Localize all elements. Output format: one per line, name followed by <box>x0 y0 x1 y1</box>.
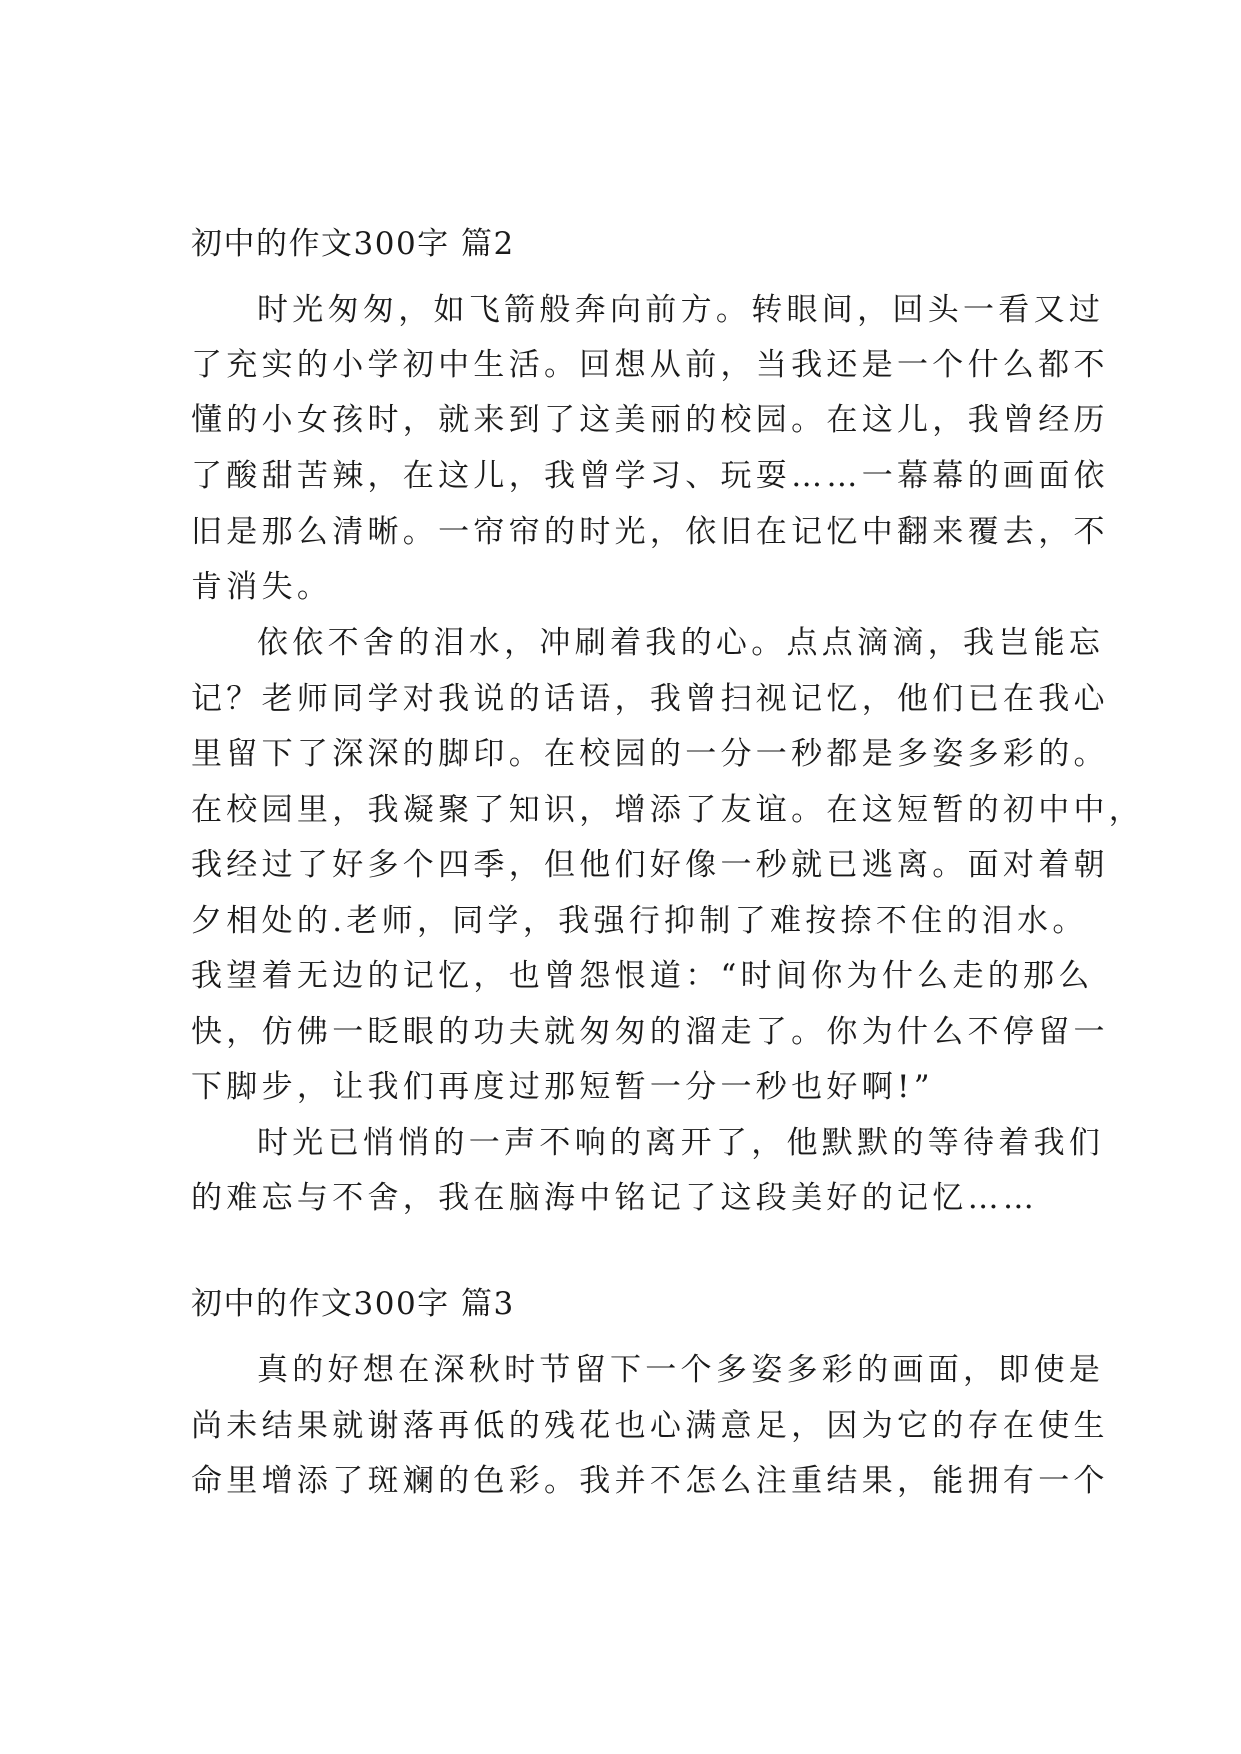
paragraph-line: 尚未结果就谢落再低的残花也心满意足，因为它的存在使生 <box>191 1408 1109 1444</box>
paragraph-line: 下脚步，让我们再度过那短暂一分一秒也好啊!” <box>191 1069 934 1105</box>
paragraph-line: 真的好想在深秋时节留下一个多姿多彩的画面，即使是 <box>257 1352 1105 1388</box>
paragraph-line: 旧是那么清晰。一帘帘的时光，依旧在记忆中翻来覆去，不 <box>191 514 1109 550</box>
paragraph-line: 懂的小女孩时，就来到了这美丽的校园。在这儿，我曾经历 <box>191 402 1109 438</box>
paragraph-line: 的难忘与不舍，我在脑海中铭记了这段美好的记忆…… <box>191 1180 1039 1216</box>
paragraph-line: 时光匆匆，如飞箭般奔向前方。转眼间，回头一看又过 <box>257 292 1105 328</box>
paragraph-line: 依依不舍的泪水，冲刷着我的心。点点滴滴，我岂能忘 <box>257 625 1105 661</box>
section-heading: 初中的作文300字 篇3 <box>191 1286 515 1322</box>
paragraph-line: 肯消失。 <box>191 569 333 605</box>
paragraph-line: 快，仿佛一眨眼的功夫就匆匆的溜走了。你为什么不停留一 <box>191 1014 1109 1050</box>
paragraph-line: 了充实的小学初中生活。回想从前，当我还是一个什么都不 <box>191 347 1109 383</box>
paragraph-line: 里留下了深深的脚印。在校园的一分一秒都是多姿多彩的。 <box>191 736 1109 772</box>
paragraph-line: 在校园里，我凝聚了知识，增添了友谊。在这短暂的初中中， <box>191 792 1145 828</box>
section-heading: 初中的作文300字 篇2 <box>191 226 515 262</box>
paragraph-line: 我望着无边的记忆，也曾怨恨道：“时间你为什么走的那么 <box>191 958 1094 994</box>
paragraph-line: 命里增添了斑斓的色彩。我并不怎么注重结果，能拥有一个 <box>191 1463 1109 1499</box>
paragraph-line: 夕相处的.老师，同学，我强行抑制了难按捺不住的泪水。 <box>191 903 1088 939</box>
paragraph-line: 了酸甜苦辣，在这儿，我曾学习、玩耍……一幕幕的画面依 <box>191 458 1109 494</box>
paragraph-line: 我经过了好多个四季，但他们好像一秒就已逃离。面对着朝 <box>191 847 1109 883</box>
paragraph-line: 记？老师同学对我说的话语，我曾扫视记忆，他们已在我心 <box>191 681 1109 717</box>
paragraph-line: 时光已悄悄的一声不响的离开了，他默默的等待着我们 <box>257 1125 1105 1161</box>
